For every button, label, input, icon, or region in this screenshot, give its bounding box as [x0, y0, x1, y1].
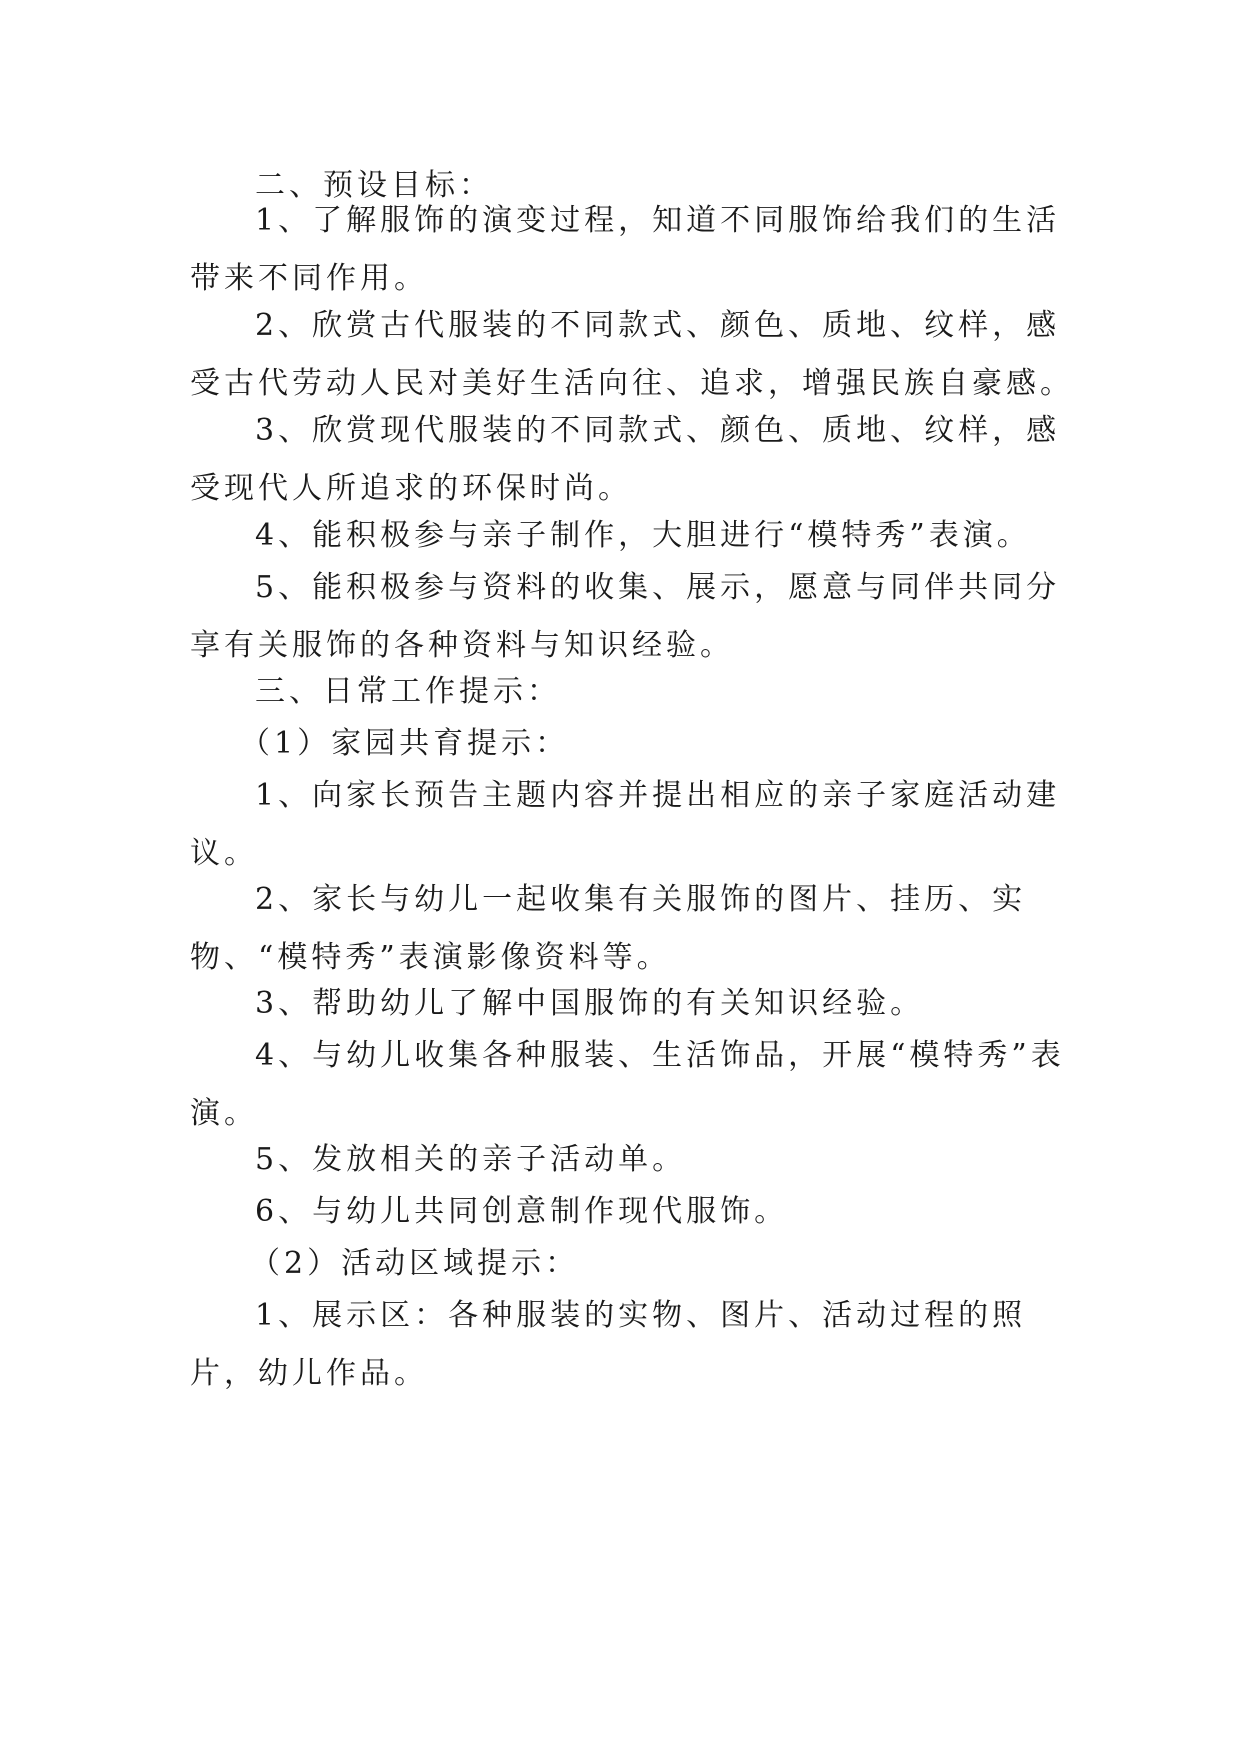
goal-item-2: 2、欣赏古代服装的不同款式、颜色、质地、纹样，感受古代劳动人民对美好生活向往、追求，增强民族自豪感。 — [190, 308, 1074, 401]
home-school-item-4: 4、与幼儿收集各种服装、生活饰品，开展“模特秀”表演。 — [190, 1038, 1065, 1131]
goal-item-1: 1、了解服饰的演变过程，知道不同服饰给我们的生活带来不同作用。 — [190, 203, 1061, 296]
activity-area-item-1: 1、展示区：各种服装的实物、图片、活动过程的照片，幼儿作品。 — [190, 1298, 1027, 1391]
home-school-item-5: 5、发放相关的亲子活动单。 — [255, 1142, 687, 1177]
subsection-heading-home-school: （1）家园共育提示： — [240, 726, 570, 761]
goal-item-5: 5、能积极参与资料的收集、展示，愿意与同伴共同分享有关服饰的各种资料与知识经验。 — [190, 570, 1061, 663]
home-school-item-1: 1、向家长预告主题内容并提出相应的亲子家庭活动建议。 — [190, 778, 1061, 871]
section-heading-daily-work: 三、日常工作提示： — [255, 674, 561, 709]
section-heading-goals: 二、预设目标： — [255, 168, 493, 203]
home-school-item-2: 2、家长与幼儿一起收集有关服饰的图片、挂历、实物、“模特秀”表演影像资料等。 — [190, 882, 1027, 975]
goal-item-4: 4、能积极参与亲子制作，大胆进行“模特秀”表演。 — [255, 518, 1031, 553]
home-school-item-6: 6、与幼儿共同创意制作现代服饰。 — [255, 1194, 789, 1229]
goal-item-3: 3、欣赏现代服装的不同款式、颜色、质地、纹样，感受现代人所追求的环保时尚。 — [190, 413, 1061, 506]
subsection-heading-activity-area: （2）活动区域提示： — [250, 1246, 580, 1281]
home-school-item-3: 3、帮助幼儿了解中国服饰的有关知识经验。 — [255, 986, 925, 1021]
